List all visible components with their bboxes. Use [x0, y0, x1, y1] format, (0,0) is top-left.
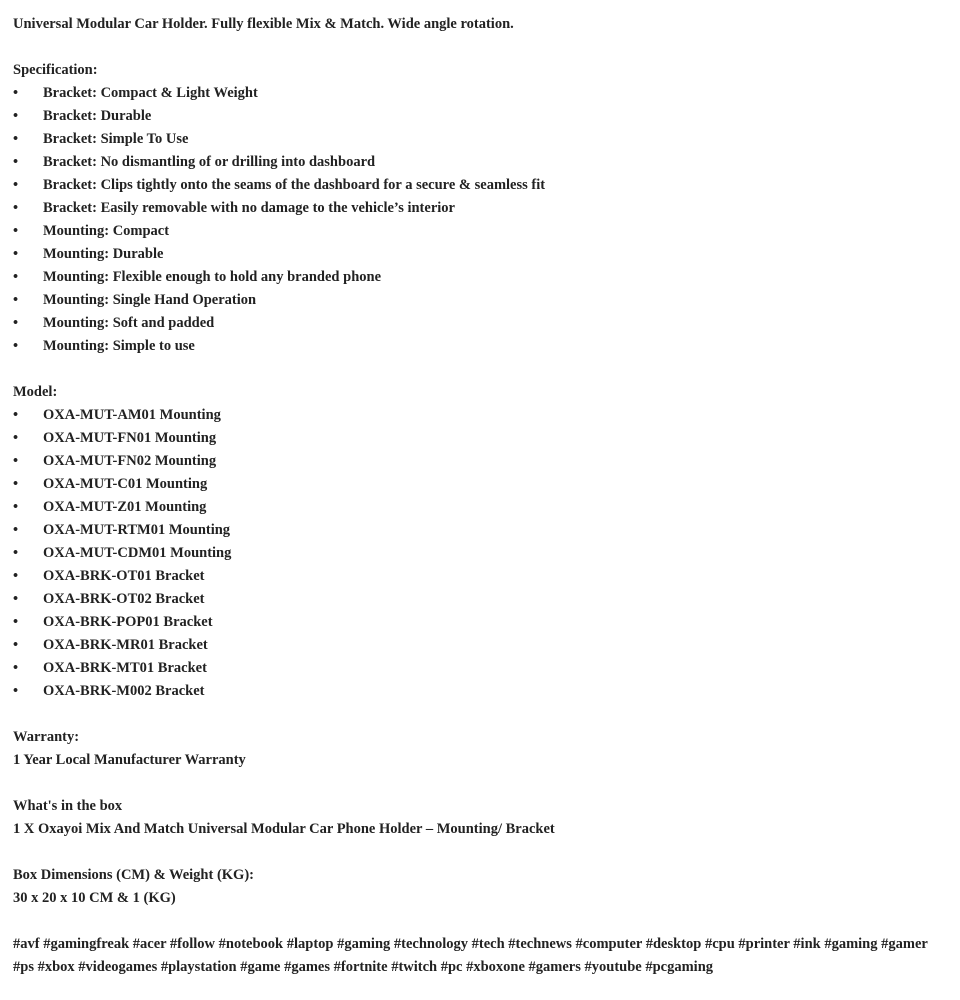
list-item-text: Mounting: Compact: [43, 223, 170, 239]
list-item-text: OXA-MUT-FN01 Mounting: [43, 430, 217, 446]
intro-text: Universal Modular Car Holder. Fully flexible Mix & Match. Wide angle rotation.: [13, 16, 514, 32]
list-item-text: Bracket: Easily removable with no damage to the vehicle’s interior: [43, 200, 455, 216]
model-list: [13, 404, 960, 703]
bullet-icon: •: [13, 292, 19, 308]
list-item: [13, 82, 960, 105]
list-item: [13, 473, 960, 496]
box-dimensions-text: 30 x 20 x 10 CM & 1 (KG): [13, 890, 176, 906]
bullet-icon: •: [13, 476, 19, 492]
list-item: [13, 151, 960, 174]
list-item: [13, 243, 960, 266]
list-item: [13, 542, 960, 565]
list-item: [13, 335, 960, 358]
bullet-icon: •: [13, 223, 19, 239]
list-item: [13, 220, 960, 243]
list-item: [13, 266, 960, 289]
list-item: [13, 427, 960, 450]
box-dimensions-heading: Box Dimensions (CM) & Weight (KG):: [13, 867, 254, 883]
spacer: [13, 841, 960, 864]
bullet-icon: •: [13, 200, 19, 216]
list-item: [13, 496, 960, 519]
bullet-icon: •: [13, 315, 19, 331]
list-item-text: OXA-MUT-AM01 Mounting: [43, 407, 221, 423]
bullet-icon: •: [13, 591, 19, 607]
bullet-icon: •: [13, 568, 19, 584]
list-item-text: OXA-MUT-RTM01 Mounting: [43, 522, 231, 538]
list-item-text: Mounting: Simple to use: [43, 338, 195, 354]
list-item: [13, 588, 960, 611]
list-item: [13, 565, 960, 588]
bullet-icon: •: [13, 131, 19, 147]
bullet-icon: •: [13, 660, 19, 676]
box-contents-heading: What's in the box: [13, 798, 123, 814]
list-item-text: Bracket: Compact & Light Weight: [43, 85, 258, 101]
list-item-text: Bracket: No dismantling of or drilling into dashboard: [43, 154, 376, 170]
bullet-icon: •: [13, 522, 19, 538]
box-contents-text: 1 X Oxayoi Mix And Match Universal Modular Car Phone Holder – Mounting/ Bracket: [13, 821, 555, 837]
list-item: [13, 450, 960, 473]
warranty-text: 1 Year Local Manufacturer Warranty: [13, 752, 246, 768]
hashtags: #avf #gamingfreak #acer #follow #notebook #laptop #gaming #technology #tech #technews #computer #desktop #cpu #printer #ink #gaming #gamer #ps #xbox #videogames #playstation #game #games #fortnite #twitch #pc #xboxone #gamers #youtube #pcgaming: [13, 936, 928, 975]
list-item-text: OXA-BRK-OT01 Bracket: [43, 568, 205, 584]
list-item-text: Mounting: Flexible enough to hold any branded phone: [43, 269, 382, 285]
list-item: [13, 634, 960, 657]
list-item: [13, 611, 960, 634]
bullet-icon: •: [13, 545, 19, 561]
bullet-icon: •: [13, 85, 19, 101]
bullet-icon: •: [13, 246, 19, 262]
bullet-icon: •: [13, 453, 19, 469]
spacer: [13, 772, 960, 795]
bullet-icon: •: [13, 407, 19, 423]
list-item: [13, 519, 960, 542]
list-item-text: OXA-MUT-Z01 Mounting: [43, 499, 207, 515]
list-item-text: Bracket: Clips tightly onto the seams of the dashboard for a secure & seamless fit: [43, 177, 546, 193]
list-item: [13, 404, 960, 427]
spacer: [13, 36, 960, 59]
list-item-text: OXA-MUT-C01 Mounting: [43, 476, 208, 492]
list-item-text: OXA-BRK-MR01 Bracket: [43, 637, 208, 653]
bullet-icon: •: [13, 614, 19, 630]
list-item-text: OXA-BRK-M002 Bracket: [43, 683, 205, 699]
list-item-text: Bracket: Durable: [43, 108, 152, 124]
model-heading: Model:: [13, 384, 58, 400]
list-item-text: OXA-MUT-FN02 Mounting: [43, 453, 217, 469]
bullet-icon: •: [13, 637, 19, 653]
specification-heading: Specification:: [13, 62, 98, 78]
list-item-text: Mounting: Soft and padded: [43, 315, 215, 331]
list-item-text: OXA-BRK-MT01 Bracket: [43, 660, 207, 676]
bullet-icon: •: [13, 499, 19, 515]
list-item: [13, 105, 960, 128]
bullet-icon: •: [13, 269, 19, 285]
list-item: [13, 128, 960, 151]
spacer: [13, 358, 960, 381]
list-item: [13, 312, 960, 335]
list-item: [13, 657, 960, 680]
list-item: [13, 197, 960, 220]
specification-list: [13, 82, 960, 358]
list-item: [13, 289, 960, 312]
bullet-icon: •: [13, 430, 19, 446]
bullet-icon: •: [13, 177, 19, 193]
list-item-text: OXA-BRK-OT02 Bracket: [43, 591, 205, 607]
spacer: [13, 703, 960, 726]
list-item-text: Bracket: Simple To Use: [43, 131, 189, 147]
list-item-text: Mounting: Single Hand Operation: [43, 292, 257, 308]
list-item-text: Mounting: Durable: [43, 246, 164, 262]
bullet-icon: •: [13, 154, 19, 170]
list-item-text: OXA-MUT-CDM01 Mounting: [43, 545, 232, 561]
warranty-heading: Warranty:: [13, 729, 80, 745]
list-item: [13, 174, 960, 197]
bullet-icon: •: [13, 108, 19, 124]
list-item-text: OXA-BRK-POP01 Bracket: [43, 614, 213, 630]
list-item: [13, 680, 960, 703]
bullet-icon: •: [13, 683, 19, 699]
bullet-icon: •: [13, 338, 19, 354]
spacer: [13, 910, 960, 933]
